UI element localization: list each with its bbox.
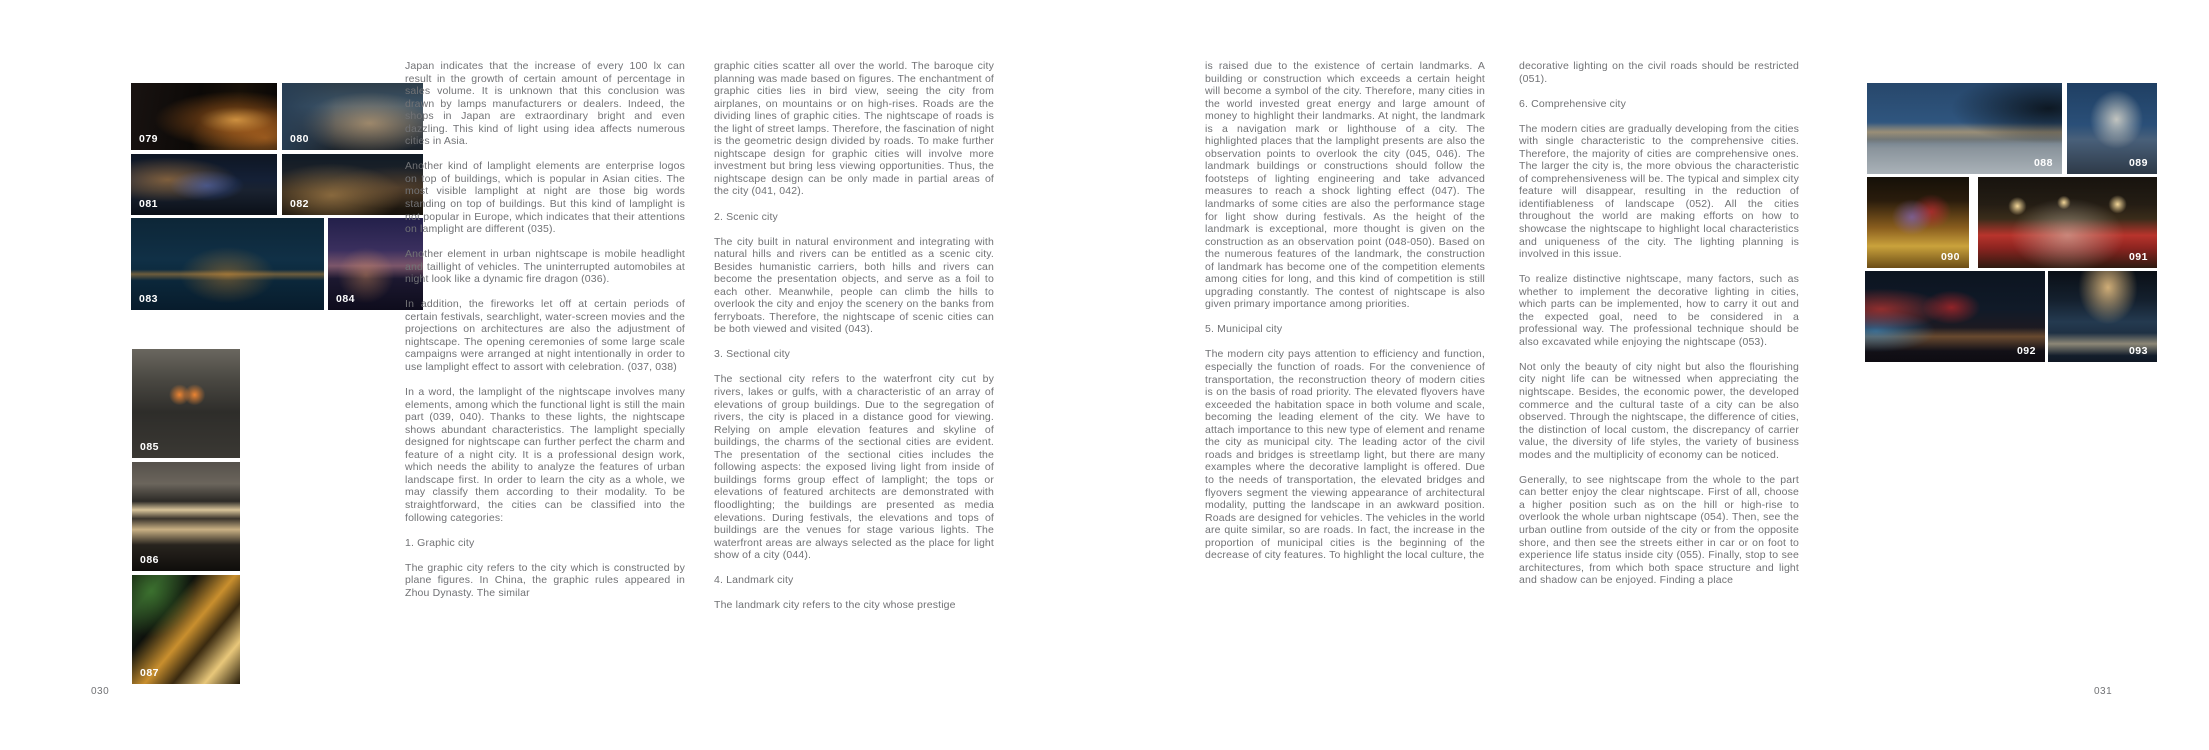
paragraph: Generally, to see nightscape from the whole to the part can better enjoy the clear nightscape. First of all, choose a higher position such as on the hill or high-rise to overlook the whole urban nightscape (054). Then, see the urban outline from outside of the city or from the opposite shore, and then see the streets either in car or on foot to experience life status inside city (055). Finally, stop to see architectures, from which both space structure and light and shadow can be enjoyed. Finding a place xyxy=(1519,473,1799,587)
paragraph: In addition, the fireworks let off at certain periods of certain festivals, searchlight, water-screen movies and the projections on architectures are also the adjustment of nightscape. The opening ceremonies of some large scale campaigns were arranged at night intentionally in order to use lamplight effect to assort with celebration. (037, 038) xyxy=(405,298,685,373)
paragraph: graphic cities scatter all over the world. The baroque city planning was made based on figures. The enchantment of graphic cities lies in bird view, seeing the city from airplanes, on mountains or on high-rises. Roads are the dividing lines of graphic cities. The nightscape of roads is the light of street lamps. Therefore, the fascination of night is the geometric design divided by roads. To make further nightscape design for graphic cities will involve more investment but bring less viewing opportunities. Thus, the nightscape design can be only made in partial areas of the city (041, 042). xyxy=(714,60,994,198)
photo-label: 088 xyxy=(2033,157,2053,169)
photo-083 xyxy=(131,218,324,310)
photo-label: 079 xyxy=(139,133,159,145)
paragraph: Not only the beauty of city night but also the flourishing city night life can be witnessed when appreciating the nightscape. Besides, the economic power, the developed commerce and the cultural taste of a city can be also observed. Through the nightscape, the difference of cities, the distinction of local custom, the discrepancy of carrier value, the diversity of life styles, the variety of business modes and the multiplicity of economy can be noticed. xyxy=(1519,360,1799,461)
section-heading: 4. Landmark city xyxy=(714,574,794,587)
text-column-4 xyxy=(1519,60,1799,599)
paragraph: Another element in urban nightscape is mobile headlight and taillight of vehicles. The uninterrupted automobiles at night look like a dynamic fire dragon (036). xyxy=(405,248,685,286)
photo-label: 087 xyxy=(140,667,160,679)
photo-090 xyxy=(1867,177,1969,268)
paragraph: Japan indicates that the increase of every 100 lx can result in the growth of certain amount of percentage in sales volume. It is unknown that this conclusion was drawn by lamps manufacturers or dealers. Indeed, the shops in Japan are extraordinary bright and even dazzling. This kind of light using idea affects numerous cities in Asia. xyxy=(405,60,685,148)
paragraph: In a word, the lamplight of the nightscape involves many elements, among which the functional light is still the main part (039, 040). Thanks to these lights, the nightscape shows abundant characteristics. The lamplight specially designed for nightscape can further perfect the charm and feature of a night city. It is a professional design work, which needs the ability to analyze the features of urban landscape first. In order to learn the city as a whole, we may classify them according to their modality. To be straightforward, the cities can be classified into the following categories: xyxy=(405,386,685,524)
photo-label: 083 xyxy=(139,293,159,305)
photo-label: 081 xyxy=(139,198,159,210)
photo-label: 092 xyxy=(2016,345,2036,357)
photo-091 xyxy=(1978,177,2157,268)
text-column-2 xyxy=(714,60,994,624)
paragraph: The modern cities are gradually developing from the cities with single characteristic to the comprehensive cities. Therefore, the majority of cities are comprehensive ones. The larger the city is, the more obvious the characteristic of comprehensiveness will be. The typical and simplex city feature will disappear, resulting in the reduction of identifiableness of landscape (052). All the cities throughout the world are making efforts on how to showcase the nightscape to highlight local characteristics and uniqueness of the city. The lighting planning is involved in this issue. xyxy=(1519,122,1799,261)
page-number-right: 031 xyxy=(2094,686,2113,697)
photo-087 xyxy=(132,575,240,684)
paragraph: is raised due to the existence of certain landmarks. A building or construction which exceeds a certain height will become a symbol of the city. Therefore, many cities in the world invested great energy and large amount of money to highlight their landmarks. At night, the landmark is a navigation mark or lighthouse of a city. The highlighted places that the lamplight presents are also the observation points to overlook the city (045, 046). The landmark buildings or constructions should follow the footsteps of lighting engineering and take advanced measures to reach a shock lighting effect (047). The landmarks of some cities are also the performance stage for light show during festivals. As the height of the landmark is exceptional, more thought is given on the construction as an observation point (048-050). Based on the numerous features of the landmark, the construction of landmark has become one of the competition elements among cities for long, and this kind of competition is still upgrading constantly. The contest of nightscape is also given primary importance among priorities. xyxy=(1205,60,1485,311)
photo-088 xyxy=(1867,83,2062,174)
text-column-1 xyxy=(405,60,685,612)
paragraph: The graphic city refers to the city which is constructed by plane figures. In China, the graphic rules appeared in Zhou Dynasty. The similar xyxy=(405,561,685,599)
paragraph: To realize distinctive nightscape, many factors, such as whether to implement the decorative lighting in cities, which parts can be implemented, how to carry it out and the expected goal, need to be considered in a professional way. The professional technique should be also excavated while enjoying the nightscape (053). xyxy=(1519,273,1799,348)
photo-label: 093 xyxy=(2128,345,2148,357)
photo-089 xyxy=(2067,83,2157,174)
photo-085 xyxy=(132,349,240,458)
photo-081 xyxy=(131,154,277,215)
section-heading: 5. Municipal city xyxy=(1205,323,1283,336)
section-heading: 6. Comprehensive city xyxy=(1519,97,1627,110)
photo-093 xyxy=(2048,271,2157,362)
photo-label: 091 xyxy=(2128,251,2148,263)
photo-label: 082 xyxy=(290,198,310,210)
photo-label: 085 xyxy=(140,441,160,453)
paragraph: The modern city pays attention to efficiency and function, especially the function of roads. For the convenience of transportation, the reconstruction theory of modern cities is on the basis of road priority. The elevated flyovers have exceeded the habitation space in both volume and scale, becoming the leading element of the city. We have to attach importance to this new type of element and rename the city as municipal city. The leading actor of the civil roads and bridges is streetlamp light, but there are many examples where the decorative lamplight is offered. Due to the needs of transportation, the elevated bridges and flyovers segment the viewing appearance of architectural modality, putting the landscape in an awkward position. Roads are designed for vehicles. The vehicles in the world are quite similar, so are roads. In fact, the increase in the proportion of municipal cities is the beginning of the decrease of city features. To highlight the local culture, the xyxy=(1205,348,1485,562)
text-column-3 xyxy=(1205,60,1485,574)
photo-086 xyxy=(132,462,240,571)
section-heading: 1. Graphic city xyxy=(405,536,475,549)
photo-label: 090 xyxy=(1940,251,1960,263)
photo-092 xyxy=(1865,271,2045,362)
paragraph: The landmark city refers to the city whose prestige xyxy=(714,599,956,612)
photo-082 xyxy=(282,154,423,215)
photo-label: 089 xyxy=(2128,157,2148,169)
photo-label: 086 xyxy=(140,554,160,566)
photo-label: 084 xyxy=(336,293,356,305)
photo-label: 080 xyxy=(290,133,310,145)
photo-080 xyxy=(282,83,423,150)
section-heading: 2. Scenic city xyxy=(714,210,778,223)
paragraph: decorative lighting on the civil roads should be restricted (051). xyxy=(1519,60,1799,85)
photo-079 xyxy=(131,83,277,150)
paragraph: The city built in natural environment and integrating with natural hills and rivers can be entitled as a scenic city. Besides humanistic carriers, both hills and rivers can become the presentation objects, and serve as a foil to each other. Meanwhile, people can climb the hills to overlook the city and enjoy the scenery on the banks from ferryboats. Therefore, the nightscape of scenic cities can be both viewed and visited (043). xyxy=(714,235,994,336)
paragraph: Another kind of lamplight elements are enterprise logos on top of buildings, which is popular in Asian cities. The most visible lamplight at night are those big words standing on top of buildings. But this kind of lamplight is not popular in Europe, which indicates that their attentions on lamplight are different (035). xyxy=(405,160,685,236)
page-number-left: 030 xyxy=(91,686,110,697)
section-heading: 3. Sectional city xyxy=(714,348,791,361)
paragraph: The sectional city refers to the waterfront city cut by rivers, lakes or gulfs, with a characteristic of an array of elevations of group buildings. Due to the segregation of rivers, the city is placed in a distance good for viewing. Relying on ample elevation features and skyline of buildings, the charms of the sectional cities are evident. The presentation of the sectional cities includes the following aspects: the exposed living light from inside of buildings forms group effect of lamplight; the tops or elevations of featured architects are demonstrated with floodlighting; the buildings are presented as media elevations. During festivals, the elevations and tops of buildings are the venues for stage various lights. The waterfront areas are always selected as the place for light show of a city (044). xyxy=(714,373,994,562)
